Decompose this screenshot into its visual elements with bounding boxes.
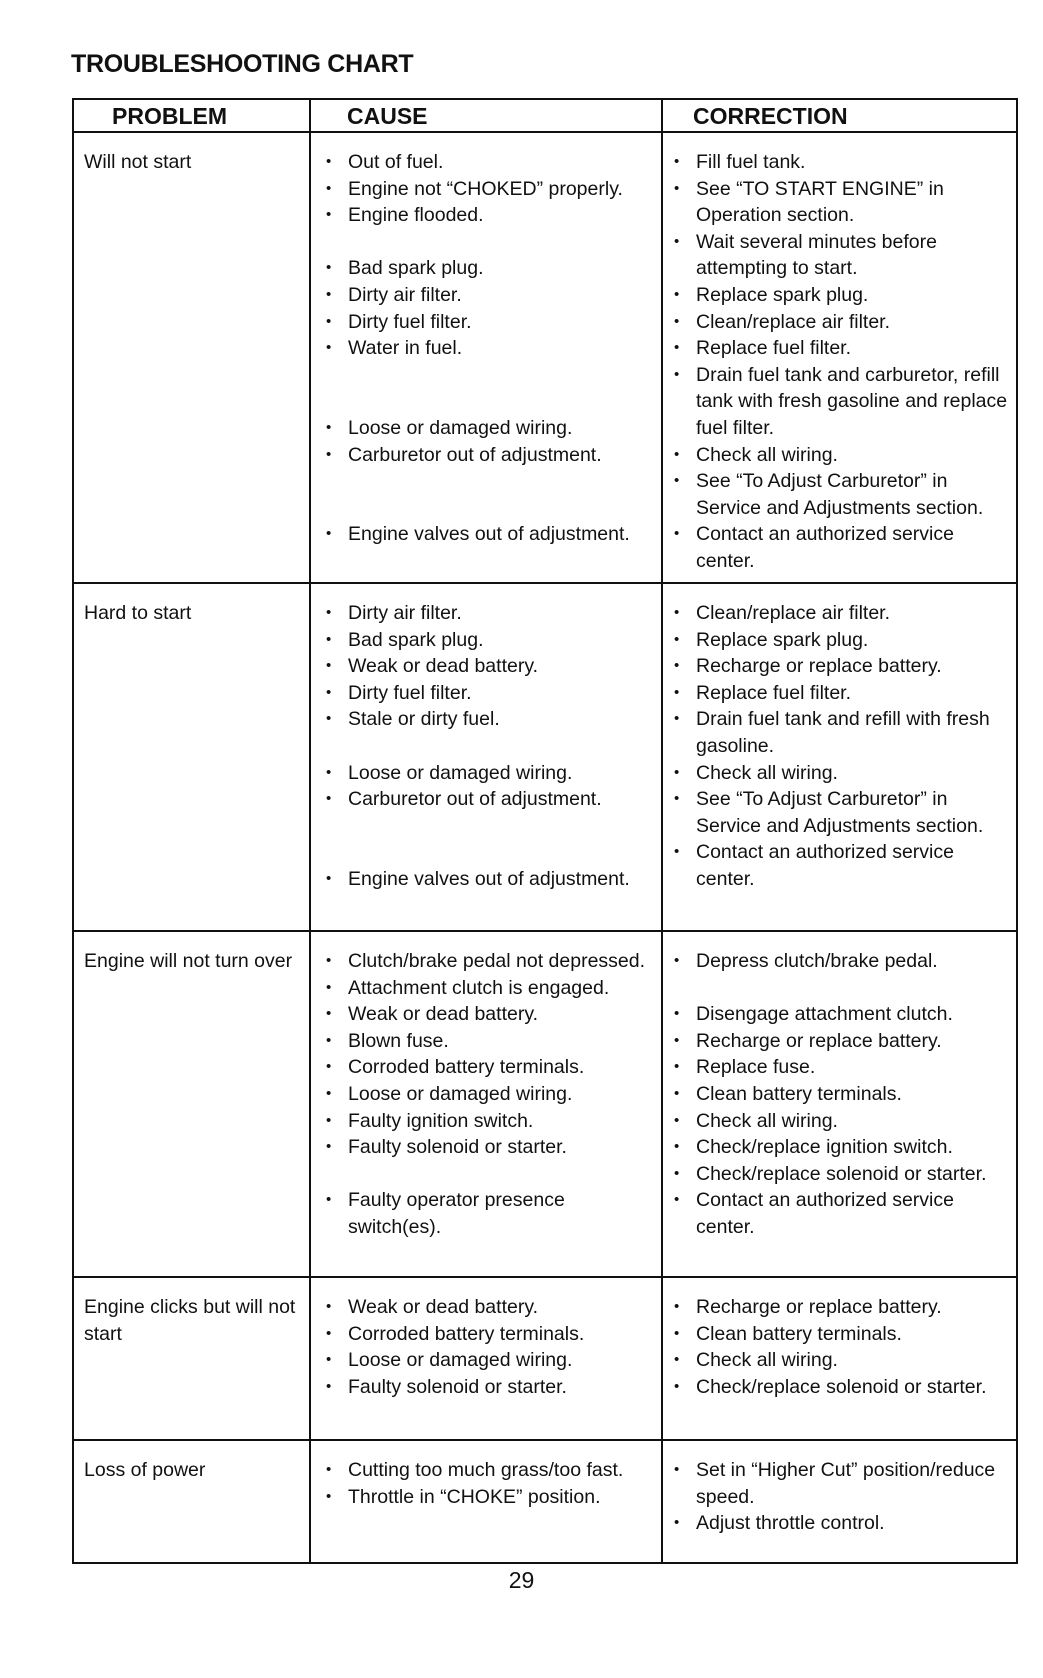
list-item: • Weak or dead battery. xyxy=(325,1294,651,1321)
table-row xyxy=(74,132,1016,583)
correction-cell xyxy=(662,583,1016,931)
table-row xyxy=(74,1440,1016,1562)
list-item: • See “TO START ENGINE” in Operation section. xyxy=(673,176,1008,229)
list-item: • Engine valves out of adjustment. xyxy=(325,866,651,893)
cause-cell xyxy=(310,132,662,583)
list-item: • Replace fuel filter. xyxy=(673,335,1008,362)
cause-cell xyxy=(310,1277,662,1440)
page-number: 29 xyxy=(508,1567,535,1593)
list-item: • Clutch/brake pedal not depressed. xyxy=(325,948,651,975)
list-item: • Engine flooded. xyxy=(325,202,651,229)
list-item: • Drain fuel tank and refill with fresh gasoline. xyxy=(673,706,1008,759)
list-item: • Corroded battery terminals. xyxy=(325,1321,651,1348)
cause-cell xyxy=(310,583,662,931)
list-item: • Out of fuel. xyxy=(325,149,651,176)
list-item: • Engine not “CHOKED” properly. xyxy=(325,176,651,203)
list-item: • Clean battery terminals. xyxy=(673,1321,1008,1348)
cause-cell xyxy=(310,1440,662,1562)
table-row xyxy=(74,583,1016,931)
list-item: • Replace spark plug. xyxy=(673,282,1008,309)
list-item: • Contact an authorized service center. xyxy=(673,1187,1008,1240)
page-title: TROUBLESHOOTING CHART xyxy=(71,50,414,78)
list-item: • Corroded battery terminals. xyxy=(325,1054,651,1081)
list-item: • Dirty air filter. xyxy=(325,600,651,627)
problem-cell: Engine will not turn over xyxy=(74,931,310,1277)
list-item: • Check all wiring. xyxy=(673,442,1008,469)
table-row xyxy=(74,931,1016,1277)
list-item: • Drain fuel tank and carburetor, refill tank with fresh gasoline and replace fuel filter. xyxy=(673,362,1008,442)
list-item: • Depress clutch/brake pedal. xyxy=(673,948,1008,975)
list-item: • Dirty air filter. xyxy=(325,282,651,309)
list-item: • Faulty ignition switch. xyxy=(325,1108,651,1135)
list-item: • Loose or damaged wiring. xyxy=(325,1347,651,1374)
cause-cell xyxy=(310,931,662,1277)
correction-cell xyxy=(662,1277,1016,1440)
list-item: • Set in “Higher Cut” position/reduce speed. xyxy=(673,1457,1008,1510)
table-row xyxy=(74,1277,1016,1440)
correction-cell xyxy=(662,1440,1016,1562)
list-item: • Clean/replace air filter. xyxy=(673,309,1008,336)
list-item: • Replace spark plug. xyxy=(673,627,1008,654)
list-item: • Check/replace solenoid or starter. xyxy=(673,1161,1008,1188)
list-item: • Faulty solenoid or starter. xyxy=(325,1134,651,1161)
list-item: • Loose or damaged wiring. xyxy=(325,1081,651,1108)
list-item: • Wait several minutes before attempting to start. xyxy=(673,229,1008,282)
list-item: • Cutting too much grass/too fast. xyxy=(325,1457,651,1484)
list-item: • Check/replace solenoid or starter. xyxy=(673,1374,1008,1401)
list-item: • Faulty solenoid or starter. xyxy=(325,1374,651,1401)
list-item: • Dirty fuel filter. xyxy=(325,680,651,707)
list-item: • Loose or damaged wiring. xyxy=(325,760,651,787)
list-item: • Fill fuel tank. xyxy=(673,149,1008,176)
list-item: • See “To Adjust Carburetor” in Service and Adjustments section. xyxy=(673,786,1008,839)
list-item: • Faulty operator presence switch(es). xyxy=(325,1187,651,1240)
list-item: • Recharge or replace battery. xyxy=(673,653,1008,680)
list-item: • Clean battery terminals. xyxy=(673,1081,1008,1108)
list-item: • Check all wiring. xyxy=(673,760,1008,787)
list-item: • Replace fuel filter. xyxy=(673,680,1008,707)
list-item: • Recharge or replace battery. xyxy=(673,1294,1008,1321)
list-item: • Contact an authorized service center. xyxy=(673,839,1008,892)
list-item: • Blown fuse. xyxy=(325,1028,651,1055)
troubleshooting-table xyxy=(72,98,1018,1564)
problem-cell: Will not start xyxy=(74,132,310,583)
list-item: • Contact an authorized service center. xyxy=(673,521,1008,574)
problem-cell: Engine clicks but will not start xyxy=(74,1277,310,1440)
list-item: • Check all wiring. xyxy=(673,1347,1008,1374)
header-correction: CORRECTION xyxy=(662,100,1016,132)
list-item: • Carburetor out of adjustment. xyxy=(325,442,651,469)
list-item: • Bad spark plug. xyxy=(325,627,651,654)
list-item: • Water in fuel. xyxy=(325,335,651,362)
header-problem: PROBLEM xyxy=(74,100,310,132)
correction-cell xyxy=(662,132,1016,583)
list-item: • Attachment clutch is engaged. xyxy=(325,975,651,1002)
problem-cell: Hard to start xyxy=(74,583,310,931)
list-item: • Check all wiring. xyxy=(673,1108,1008,1135)
list-item: • See “To Adjust Carburetor” in Service and Adjustments section. xyxy=(673,468,1008,521)
list-item: • Dirty fuel filter. xyxy=(325,309,651,336)
list-item: • Clean/replace air filter. xyxy=(673,600,1008,627)
list-item: • Stale or dirty fuel. xyxy=(325,706,651,733)
list-item: • Throttle in “CHOKE” position. xyxy=(325,1484,651,1511)
list-item: • Carburetor out of adjustment. xyxy=(325,786,651,813)
list-item: • Loose or damaged wiring. xyxy=(325,415,651,442)
list-item: • Replace fuse. xyxy=(673,1054,1008,1081)
list-item: • Bad spark plug. xyxy=(325,255,651,282)
list-item: • Adjust throttle control. xyxy=(673,1510,1008,1537)
problem-cell: Loss of power xyxy=(74,1440,310,1562)
list-item: • Engine valves out of adjustment. xyxy=(325,521,651,548)
correction-cell xyxy=(662,931,1016,1277)
list-item: • Disengage attachment clutch. xyxy=(673,1001,1008,1028)
list-item: • Weak or dead battery. xyxy=(325,653,651,680)
list-item: • Weak or dead battery. xyxy=(325,1001,651,1028)
header-row xyxy=(74,100,1016,132)
list-item: • Check/replace ignition switch. xyxy=(673,1134,1008,1161)
header-cause: CAUSE xyxy=(310,100,662,132)
list-item: • Recharge or replace battery. xyxy=(673,1028,1008,1055)
